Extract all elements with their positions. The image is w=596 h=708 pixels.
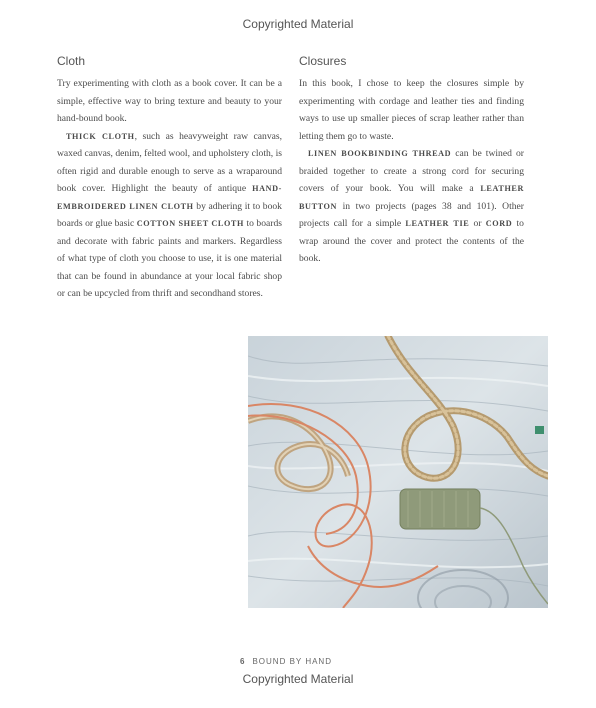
copyright-watermark-top: Copyrighted Material [242, 17, 354, 31]
cloth-paragraph-2 [57, 128, 282, 303]
term-cotton-sheet-cloth: COTTON SHEET CLOTH [136, 219, 244, 228]
closures-p2-text-a: can be twined or braided together to create a strong cord for securing covers of your book. You will make a [299, 148, 524, 194]
cloth-section [57, 54, 282, 303]
term-linen-bookbinding-thread: LINEN BOOKBINDING THREAD [308, 149, 452, 158]
cloth-p2-text-a: , such as heavyweight raw canvas, waxed canvas, denim, felted wool, and upholstery cloth, is often rigid and durable enough to serve as a wraparound book cover. Highlight the beauty of antique [57, 130, 283, 194]
closures-p2-text-c: or [469, 218, 486, 229]
page-number: 6 [240, 657, 245, 666]
cloth-heading: Cloth [57, 54, 86, 68]
term-hand-embroidered-linen-cloth: HAND-EMBROIDERED LINEN CLOTH [57, 184, 282, 211]
running-title: BOUND BY HAND [252, 657, 332, 666]
term-thick-cloth: THICK CLOTH [66, 131, 135, 141]
cloth-paragraph-1: Try experimenting with cloth as a book cover. It can be a simple, effective way to bring texture and beauty to your hand-bound book. [57, 78, 282, 124]
closures-section [299, 54, 524, 268]
cloth-p2-text-b: by adhering it to book boards or glue basic [57, 200, 282, 229]
cordage-photo [248, 336, 548, 608]
term-leather-button: LEATHER BUTTON [299, 184, 524, 211]
copyright-watermark-bottom: Copyrighted Material [242, 672, 354, 686]
closures-heading: Closures [299, 54, 347, 68]
closures-paragraph-1: In this book, I chose to keep the closures simple by experimenting with cordage and leather ties and finding ways to use up smaller pieces of scrap leather rather than letting them go to waste. [299, 78, 524, 142]
page-footer [240, 657, 332, 666]
closures-p2-text-d: to wrap around the cover and protect the contents of the book. [299, 218, 524, 264]
closures-p2-text-b: in two projects (pages 38 and 101). Other projects call for a simple [299, 200, 524, 229]
term-leather-tie: LEATHER TIE [405, 219, 470, 228]
term-cord: CORD [485, 219, 513, 228]
closures-paragraph-2 [299, 145, 524, 268]
cloth-p2-text-c: to boards and decorate with fabric paints and markers. Regardless of what type of cloth you choose to use, it is one material that can be found in abundance at your local fabric shop or can be upcycled from thrift and secondhand stores. [57, 218, 282, 299]
